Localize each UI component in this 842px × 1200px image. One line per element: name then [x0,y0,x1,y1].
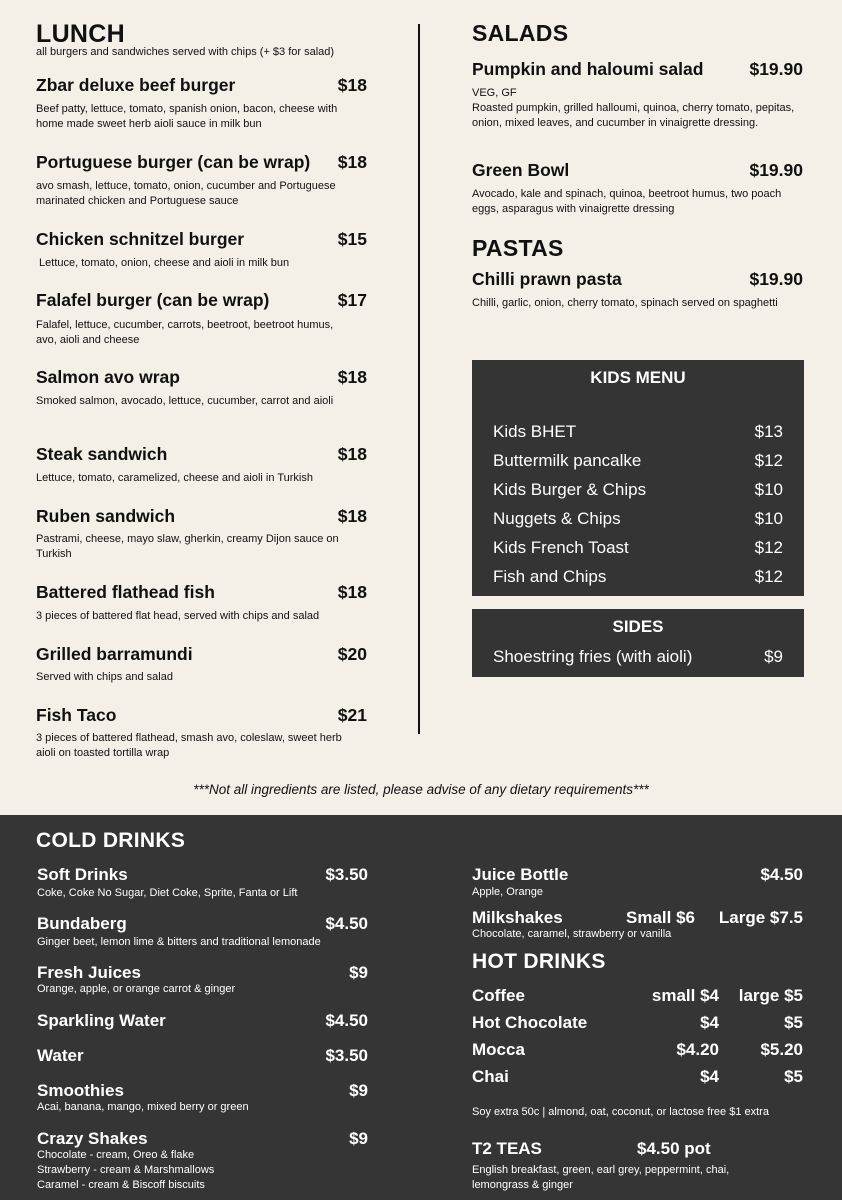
kids-item-name: Kids BHET [493,422,577,441]
cold-drink-name: Water [37,1046,84,1065]
salad-item-tags: VEG, GF [472,87,517,99]
pastas-title: PASTAS [472,235,564,261]
lunch-item-desc: Lettuce, tomato, onion, cheese and aioli in milk bun [36,257,290,269]
teas-price: $4.50 pot [637,1139,711,1158]
juice-bottle-name: Juice Bottle [472,865,569,884]
cold-drink-price: $9 [349,963,368,982]
hot-drink-name: Hot Chocolate [472,1013,588,1032]
cold-drink-desc: Chocolate - cream, Oreo & flake [37,1149,195,1161]
sides-item-price: $9 [764,647,783,666]
cold-drink-name: Soft Drinks [37,865,128,884]
cold-drinks-title: COLD DRINKS [36,829,186,852]
lunch-item-price: $18 [337,582,367,602]
cold-drink-name: Crazy Shakes [37,1129,148,1148]
lunch-item-price: $15 [337,229,367,249]
lunch-item-desc: Beef patty, lettuce, tomato, spanish onion, bacon, cheese with home made sweet herb aioli sauce in milk bun [36,103,338,130]
drinks-section [0,815,842,1200]
cold-drink-price: $4.50 [325,914,368,933]
lunch-item-desc: Pastrami, cheese, mayo slaw, gherkin, creamy Dijon sauce on Turkish [36,533,339,560]
lunch-item-price: $18 [337,506,367,526]
kids-item-price: $10 [754,480,783,499]
salad-item-name: Pumpkin and haloumi salad [472,59,704,79]
kids-menu-box [472,360,804,596]
lunch-item-price: $18 [337,75,367,95]
teas-name: T2 TEAS [472,1139,542,1158]
lunch-item-desc: Falafel, lettuce, cucumber, carrots, beetroot, beetroot humus, avo, aioli and cheese [36,319,334,346]
lunch-item-name: Chicken schnitzel burger [36,229,245,249]
kids-item-price: $12 [754,451,783,470]
milkshakes-desc: Chocolate, caramel, strawberry or vanilla [472,928,672,940]
cold-drink-desc: Ginger beet, lemon lime & bitters and traditional lemonade [37,936,321,948]
salad-item-name: Green Bowl [472,160,570,180]
hot-drink-large-price: $5 [784,1013,803,1032]
sides-item-name: Shoestring fries (with aioli) [493,647,693,666]
lunch-title: LUNCH [36,20,125,48]
dietary-note: ***Not all ingredients are listed, please advise of any dietary requirements*** [193,782,649,797]
kids-menu-title: KIDS MENU [590,368,686,387]
lunch-item-name: Ruben sandwich [36,506,176,526]
lunch-item-name: Grilled barramundi [36,644,193,664]
lunch-item-price: $18 [337,152,367,172]
hot-drink-large-price: $5.20 [760,1040,803,1059]
lunch-item-price: $18 [337,367,367,387]
kids-item-price: $12 [754,567,783,586]
teas-desc: lemongrass & ginger [472,1179,573,1191]
sides-title: SIDES [612,617,664,636]
lunch-item-price: $17 [337,290,367,310]
kids-item-price: $12 [754,538,783,557]
sides-box [472,609,804,677]
lunch-item-name: Zbar deluxe beef burger [36,75,236,95]
cold-drink-name: Fresh Juices [37,963,141,982]
pasta-item-name: Chilli prawn pasta [472,269,622,289]
hot-drink-name: Mocca [472,1040,525,1059]
lunch-item-name: Steak sandwich [36,444,168,464]
hot-drink-small-price: $4 [700,1067,719,1086]
pasta-item-desc: Chilli, garlic, onion, cherry tomato, spinach served on spaghetti [472,297,778,309]
hot-drink-small-price: $4 [700,1013,719,1032]
salad-item-desc: Avocado, kale and spinach, quinoa, beetroot humus, two poach eggs, asparagus with vinaigrette dressing [472,188,782,215]
lunch-item-price: $20 [337,644,367,664]
hot-drink-name: Coffee [472,986,525,1005]
lunch-item-name: Portuguese burger (can be wrap) [36,152,311,172]
milkshakes-small-price: Small $6 [626,908,695,927]
cold-drink-price: $9 [349,1081,368,1100]
hot-drink-small-price: small $4 [651,986,719,1005]
hot-drink-large-price: large $5 [738,986,803,1005]
salads-title: SALADS [472,20,569,46]
hot-drink-small-price: $4.20 [676,1040,719,1059]
milkshakes-large-price: Large $7.5 [718,908,803,927]
milkshakes-name: Milkshakes [472,908,563,927]
cold-drink-price: $4.50 [325,1011,368,1030]
cold-drink-name: Bundaberg [37,914,127,933]
column-divider [418,24,420,734]
cold-drink-desc: Coke, Coke No Sugar, Diet Coke, Sprite, Fanta or Lift [37,887,298,899]
lunch-item-desc: 3 pieces of battered flat head, served with chips and salad [36,610,320,622]
kids-item-name: Buttermilk pancalke [493,451,642,470]
lunch-item-desc: Smoked salmon, avocado, lettuce, cucumber, carrot and aioli [36,395,334,407]
kids-item-price: $13 [754,422,783,441]
kids-item-price: $10 [754,509,783,528]
kids-item-name: Fish and Chips [493,567,607,586]
salad-item-desc: Roasted pumpkin, grilled halloumi, quinoa, cherry tomato, pepitas, onion, mixed leaves, and cucumber in vinaigrette dressing. [472,102,795,129]
cold-drink-desc: Acai, banana, mango, mixed berry or green [37,1101,249,1113]
lunch-item-desc: 3 pieces of battered flathead, smash avo, coleslaw, sweet herb aioli on toasted tortilla wrap [36,732,342,759]
lunch-item-name: Falafel burger (can be wrap) [36,290,270,310]
hot-drink-name: Chai [472,1067,509,1086]
salad-item-price: $19.90 [749,160,803,180]
hot-drink-large-price: $5 [784,1067,803,1086]
lunch-item-price: $21 [337,705,367,725]
juice-bottle-price: $4.50 [760,865,803,884]
cold-drink-desc: Strawberry - cream & Marshmallows [37,1164,215,1176]
cold-drink-price: $3.50 [325,865,368,884]
juice-bottle-desc: Apple, Orange [472,886,543,898]
lunch-item-desc: avo smash, lettuce, tomato, onion, cucumber and Portuguese marinated chicken and Portuguese sauce [36,180,336,207]
teas-desc: English breakfast, green, earl grey, peppermint, chai, [472,1164,730,1176]
cold-drink-name: Smoothies [37,1081,124,1100]
cold-drink-price: $3.50 [325,1046,368,1065]
lunch-item-name: Salmon avo wrap [36,367,180,387]
hot-drinks-extras: Soy extra 50c | almond, oat, coconut, or lactose free $1 extra [472,1106,769,1118]
cold-drink-name: Sparkling Water [37,1011,166,1030]
kids-item-name: Kids French Toast [493,538,629,557]
cold-drink-price: $9 [349,1129,368,1148]
cold-drink-desc: Caramel - cream & Biscoff biscuits [37,1179,205,1191]
kids-item-name: Nuggets & Chips [493,509,621,528]
lunch-item-name: Fish Taco [36,705,117,725]
cold-drink-desc: Orange, apple, or orange carrot & ginger [37,983,236,995]
lunch-item-price: $18 [337,444,367,464]
lunch-item-desc: Served with chips and salad [36,671,173,683]
salad-item-price: $19.90 [749,59,803,79]
hot-drinks-title: HOT DRINKS [472,950,606,973]
lunch-item-name: Battered flathead fish [36,582,215,602]
pasta-item-price: $19.90 [749,269,803,289]
kids-item-name: Kids Burger & Chips [493,480,647,499]
lunch-item-desc: Lettuce, tomato, caramelized, cheese and aioli in Turkish [36,472,313,484]
lunch-subtitle: all burgers and sandwiches served with chips (+ $3 for salad) [36,46,335,58]
